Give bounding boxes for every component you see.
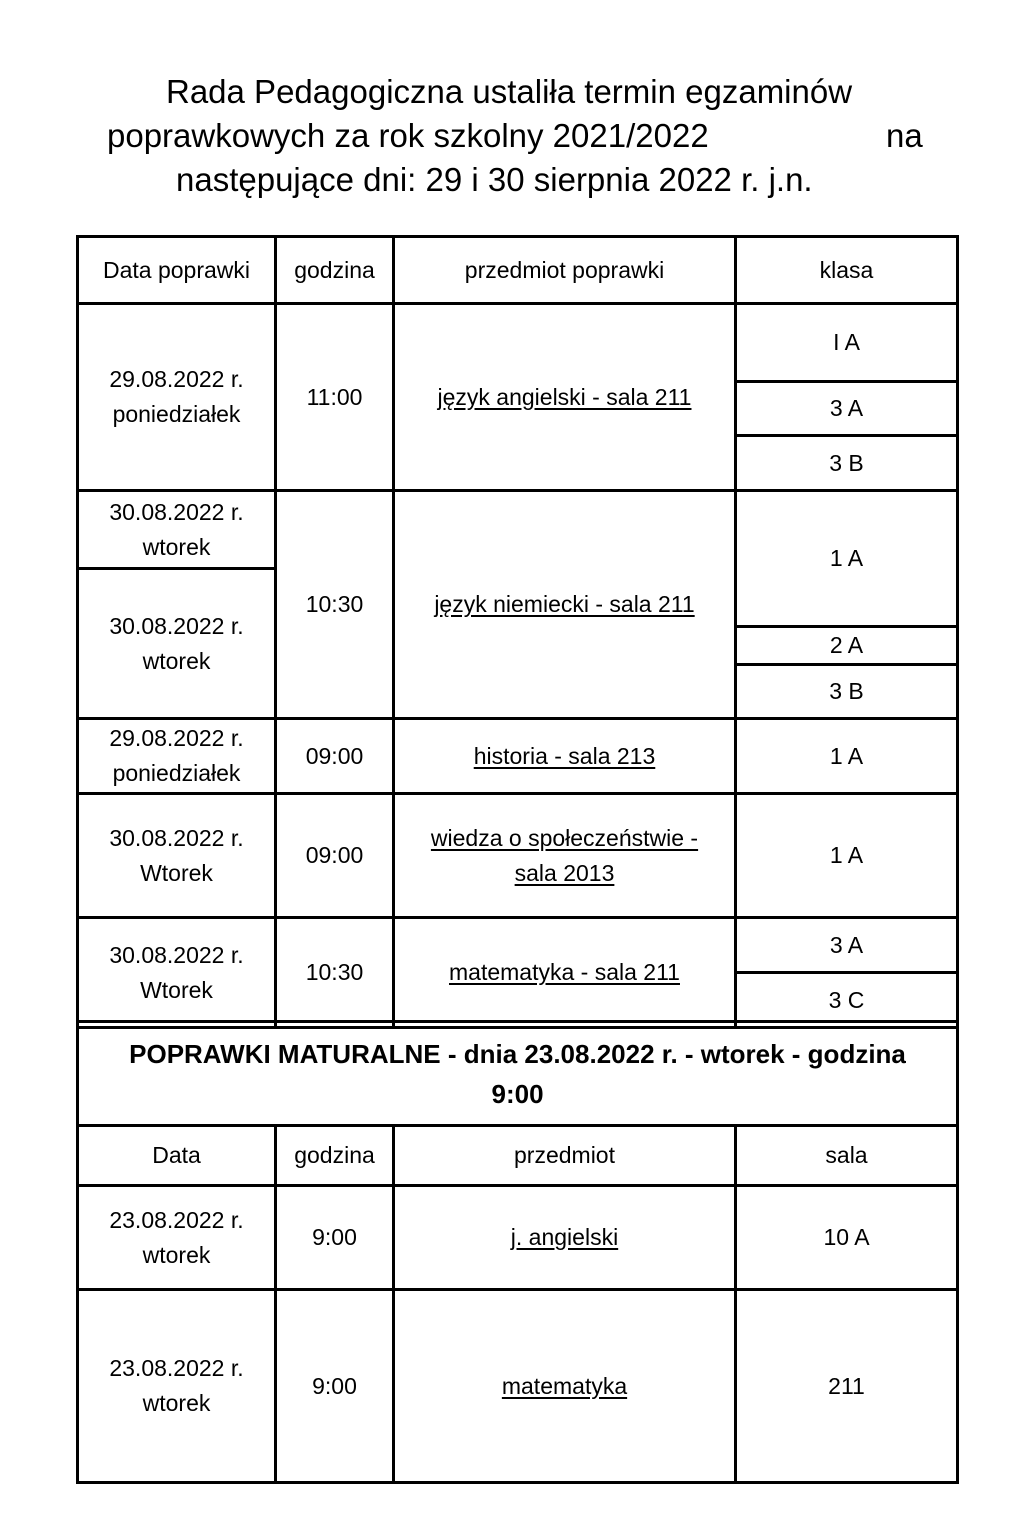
matura-title-line-2: 9:00 [491, 1078, 544, 1109]
exam-date: 23.08.2022 r. [109, 1206, 244, 1233]
exam-date: 30.08.2022 r. [109, 824, 244, 851]
exam-subject: język angielski - sala 211 [437, 383, 692, 410]
column-header: godzina [276, 237, 394, 304]
exam-time: 10:30 [276, 491, 394, 719]
exam-subject-line-1: wiedza o społeczeństwie - [430, 824, 699, 851]
column-header: przedmiot poprawki [394, 237, 736, 304]
exam-date-cell [78, 1290, 276, 1483]
exam-date: 29.08.2022 r. [109, 725, 244, 751]
heading-line-2-end: na [886, 117, 923, 154]
exam-class: I A [736, 304, 958, 382]
table-row [78, 918, 958, 973]
exam-room: 211 [736, 1290, 958, 1483]
exam-room: 10 A [736, 1186, 958, 1290]
exam-subject: j. angielski [510, 1224, 619, 1250]
resit-exams-table [76, 235, 959, 1029]
exam-class: 2 A [736, 627, 958, 665]
column-header: Data [78, 1126, 276, 1186]
table-row [78, 304, 958, 382]
exam-date-cell [78, 491, 276, 569]
exam-date-cell [78, 304, 276, 491]
table-title-row [78, 1022, 958, 1126]
exam-subject-cell [394, 918, 736, 1028]
exam-date: 30.08.2022 r. [109, 941, 244, 968]
exam-date: 30.08.2022 r. [109, 498, 244, 525]
exam-class: 3 B [736, 436, 958, 491]
exam-subject: matematyka [501, 1372, 628, 1399]
matura-resit-table [76, 1020, 959, 1484]
exam-date: 29.08.2022 r. [109, 366, 244, 392]
exam-time: 11:00 [276, 304, 394, 491]
exam-class: 1 A [736, 491, 958, 627]
column-header: godzina [276, 1126, 394, 1186]
column-header: Data poprawki [78, 237, 276, 304]
heading-line-2: poprawkowych za rok szkolny 2021/2022 [107, 117, 709, 154]
exam-day: poniedziałek [112, 760, 241, 786]
exam-day: Wtorek [140, 976, 213, 1003]
exam-subject: historia - sala 213 [473, 742, 656, 769]
exam-class: 3 A [736, 918, 958, 973]
heading-line-3: następujące dni: 29 i 30 sierpnia 2022 r. j.n. [176, 161, 813, 198]
exam-subject-cell [394, 1186, 736, 1290]
exam-date-cell [78, 719, 276, 794]
exam-class: 1 A [736, 719, 958, 794]
heading-line-1: Rada Pedagogiczna ustaliła termin egzaminów [166, 73, 853, 110]
exam-class: 1 A [736, 794, 958, 918]
table-row [78, 1290, 958, 1483]
exam-subject-cell [394, 794, 736, 918]
exam-subject-cell [394, 1290, 736, 1483]
exam-day: Wtorek [140, 859, 213, 886]
exam-subject-cell [394, 491, 736, 719]
table-row [78, 719, 958, 794]
table-row [78, 1186, 958, 1290]
exam-class: 3 A [736, 382, 958, 436]
exam-day: wtorek [142, 1390, 211, 1416]
exam-time: 9:00 [276, 1290, 394, 1483]
exam-subject-line-2: sala 2013 [514, 859, 615, 886]
exam-time: 09:00 [276, 794, 394, 918]
column-header: przedmiot [394, 1126, 736, 1186]
exam-date-cell [78, 569, 276, 719]
exam-day: wtorek [142, 647, 211, 674]
exam-time: 09:00 [276, 719, 394, 794]
column-header: klasa [736, 237, 958, 304]
matura-title-line-1: POPRAWKI MATURALNE - dnia 23.08.2022 r. - wtorek - godzina [129, 1038, 906, 1069]
table-header-row [78, 1126, 958, 1186]
exam-date: 23.08.2022 r. [109, 1355, 244, 1381]
exam-subject: matematyka - sala 211 [449, 959, 680, 985]
exam-subject-cell [394, 304, 736, 491]
exam-day: wtorek [142, 1241, 211, 1268]
column-header: sala [736, 1126, 958, 1186]
exam-day: poniedziałek [112, 401, 241, 427]
exam-date: 30.08.2022 r. [109, 612, 244, 639]
exam-day: wtorek [142, 533, 211, 560]
exam-time: 9:00 [276, 1186, 394, 1290]
exam-date-cell [78, 1186, 276, 1290]
exam-subject-cell [394, 719, 736, 794]
table-row [78, 491, 958, 563]
matura-title-cell [78, 1022, 958, 1126]
exam-subject: język niemiecki - sala 211 [434, 591, 695, 617]
exam-date-cell [78, 918, 276, 1028]
exam-class: 3 C [736, 973, 958, 1028]
table-row [78, 794, 958, 918]
exam-date-cell [78, 794, 276, 918]
exam-time: 10:30 [276, 918, 394, 1028]
exam-class: 3 B [736, 665, 958, 719]
table-header-row [78, 237, 958, 304]
